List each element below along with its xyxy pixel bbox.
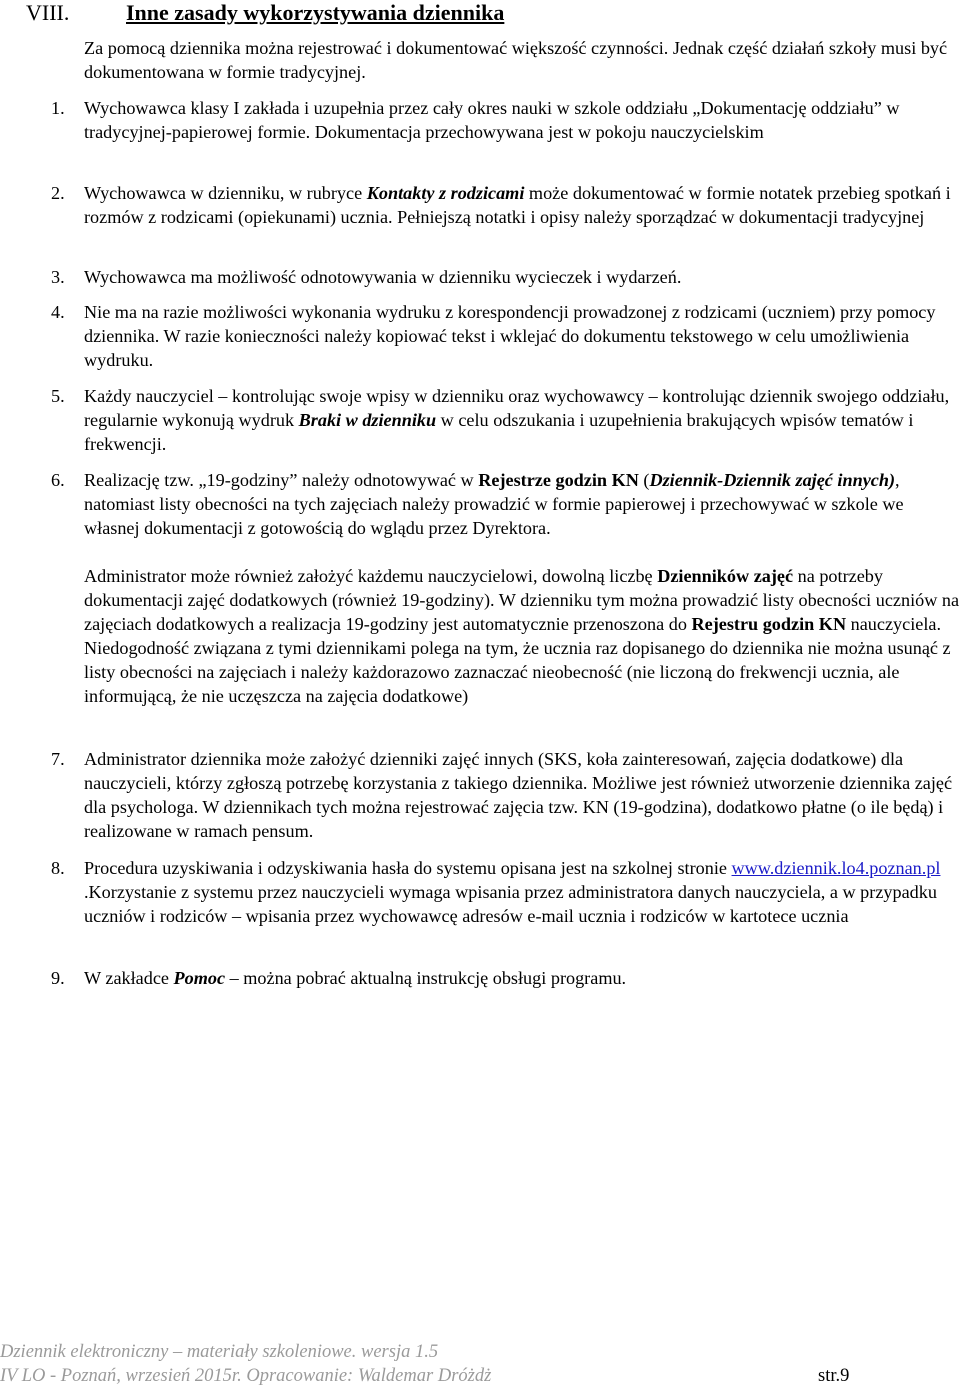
list-item-8 xyxy=(51,856,960,928)
item-number: 5. xyxy=(51,386,65,406)
list-item-4 xyxy=(51,300,960,372)
item-text xyxy=(84,384,960,456)
emphasis-braki: Braki w dzienniku xyxy=(298,410,437,430)
item-number: 3. xyxy=(51,267,65,287)
item-text: Administrator dziennika może założyć dzienniki zajęć innych (SKS, koła zainteresowań, zajęcia dodatkowe) dla nauczycieli, którzy zgłoszą potrzebę korzystania z takiego dziennika. Możliwe jest również utworzenie dziennika zajęć dla psychologa. W dziennikach tych można rejestrować zajęcia tzw. KN (19-godzina), dodatkowo płatne (o ile będą) i realizowane w ramach pensum. xyxy=(84,749,953,841)
item-number: 8. xyxy=(51,858,65,878)
text-run: Każdy nauczyciel – kontrolując swoje wpisy w dzienniku oraz wychowawcy – kontrolując dziennik swojego oddziału, regularnie wykonują wydruk xyxy=(84,386,950,430)
text-run: Wychowawca w dzienniku, w rubryce xyxy=(84,183,367,203)
list-item-9 xyxy=(51,966,960,990)
text-run: może dokumentować w formie notatek przebieg spotkań i rozmów z rodzicami (opiekunami) ucznia. Pełniejszą notatki i opisy należy sporządzać w dokumentacji tradycyjnej xyxy=(84,183,951,227)
text-run: w celu odszukania i uzupełnienia brakujących wpisów tematów i frekwencji. xyxy=(84,410,914,454)
item-text: Wychowawca klasy I zakłada i uzupełnia przez cały okres nauki w szkole oddziału „Dokumentację oddziału” w tradycyjnej-papierowej formie. Dokumentacja przechowywana jest w pokoju nauczycielskim xyxy=(84,98,900,142)
emphasis-pomoc: Pomoc xyxy=(173,968,226,988)
emphasis-dziennik: Dziennik-Dziennik zajęć innych) xyxy=(649,470,896,490)
item-text xyxy=(84,181,960,229)
footer-author: IV LO - Poznań, wrzesień 2015r. Opracowanie: Waldemar Dróżdż xyxy=(0,1366,492,1386)
text-run: nauczyciela. Niedogodność związana z tymi dziennikami polega na tym, że ucznia raz dopisanego do dziennika nie można usunąć z listy obecności na zajęciach i należy każdorazowo zaznaczać nieobecność (nie liczoną do frekwencji ucznia, ale informującą, że nie uczęszcza na zajęcia dodatkowe) xyxy=(84,614,951,706)
text-run: .Korzystanie z systemu przez nauczycieli wymaga wpisania przez administratora danych nauczyciela, a w przypadku uczniów i rodziców – wpisania przez wychowawcę adresów e-mail ucznia i rodziców w kartotece ucznia xyxy=(84,882,937,926)
footer-line-1: Dziennik elektroniczny – materiały szkoleniowe. wersja 1.5 xyxy=(0,1342,439,1362)
footer-line-2 xyxy=(0,1365,960,1387)
item-text xyxy=(84,856,960,928)
text-run: Procedura uzyskiwania i odzyskiwania hasła do systemu opisana jest na szkolnej stronie xyxy=(84,858,732,878)
emphasis-rejestru: Rejestru godzin KN xyxy=(691,614,847,634)
item-text: Wychowawca ma możliwość odnotowywania w dzienniku wycieczek i wydarzeń. xyxy=(84,267,682,287)
emphasis-dziennikow: Dzienników zajęć xyxy=(657,566,794,586)
item-number: 1. xyxy=(51,98,65,118)
list-item-1 xyxy=(51,96,960,144)
item-number: 7. xyxy=(51,749,65,769)
list-item-6 xyxy=(51,468,960,708)
list-item-7 xyxy=(51,747,960,843)
emphasis-kontakty: Kontakty z rodzicami xyxy=(366,183,525,203)
text-run: Realizację tzw. „19-godziny” należy odnotowywać w xyxy=(84,470,479,490)
emphasis-rejestr: Rejestrze godzin KN xyxy=(478,470,639,490)
list-item-2 xyxy=(51,181,960,229)
item-number: 6. xyxy=(51,470,65,490)
list-item-3 xyxy=(51,265,960,289)
intro-paragraph xyxy=(84,36,960,84)
item-text xyxy=(84,966,960,990)
item-text xyxy=(84,468,960,540)
item-text: Nie ma na razie możliwości wykonania wydruku z korespondencji prowadzonej z rodzicami (uczniem) przy pomocy dziennika. W razie konieczności należy kopiować tekst i wklejać do dokumentu tekstowego w celu umożliwienia wydruku. xyxy=(84,302,936,370)
page-number: str.9 xyxy=(818,1366,850,1386)
section-heading xyxy=(26,0,504,26)
item-6-second-paragraph xyxy=(84,564,960,708)
item-number: 2. xyxy=(51,183,65,203)
text-run: W zakładce xyxy=(84,968,174,988)
item-number: 4. xyxy=(51,302,65,322)
text-run: – można pobrać aktualną instrukcję obsługi programu. xyxy=(225,968,627,988)
intro-text: Za pomocą dziennika można rejestrować i dokumentować większość czynności. Jednak część działań szkoły musi być dokumentowana w formie tradycyjnej. xyxy=(84,38,948,82)
text-run: na potrzeby dokumentacji zajęć dodatkowych (również 19-godziny). W dzienniku tym można prowadzić listy obecności uczniów na zajęciach dodatkowych a realizacja 19-godziny jest automatycznie przenoszona do xyxy=(84,566,960,634)
text-run: Administrator może również założyć każdemu nauczycielowi, dowolną liczbę xyxy=(84,566,658,586)
text-run: ( xyxy=(638,470,650,490)
text-run: , natomiast listy obecności na tych zajęciach należy prowadzić w formie papierowej i przechowywać w szkole we własnej dokumentacji z gotowością do wglądu przez Dyrektora. xyxy=(84,470,904,538)
list-item-5 xyxy=(51,384,960,456)
school-website-link[interactable]: www.dziennik.lo4.poznan.pl xyxy=(731,858,941,878)
item-number: 9. xyxy=(51,968,65,988)
section-number: VIII. xyxy=(26,0,70,25)
section-title: Inne zasady wykorzystywania dziennika xyxy=(126,0,505,25)
